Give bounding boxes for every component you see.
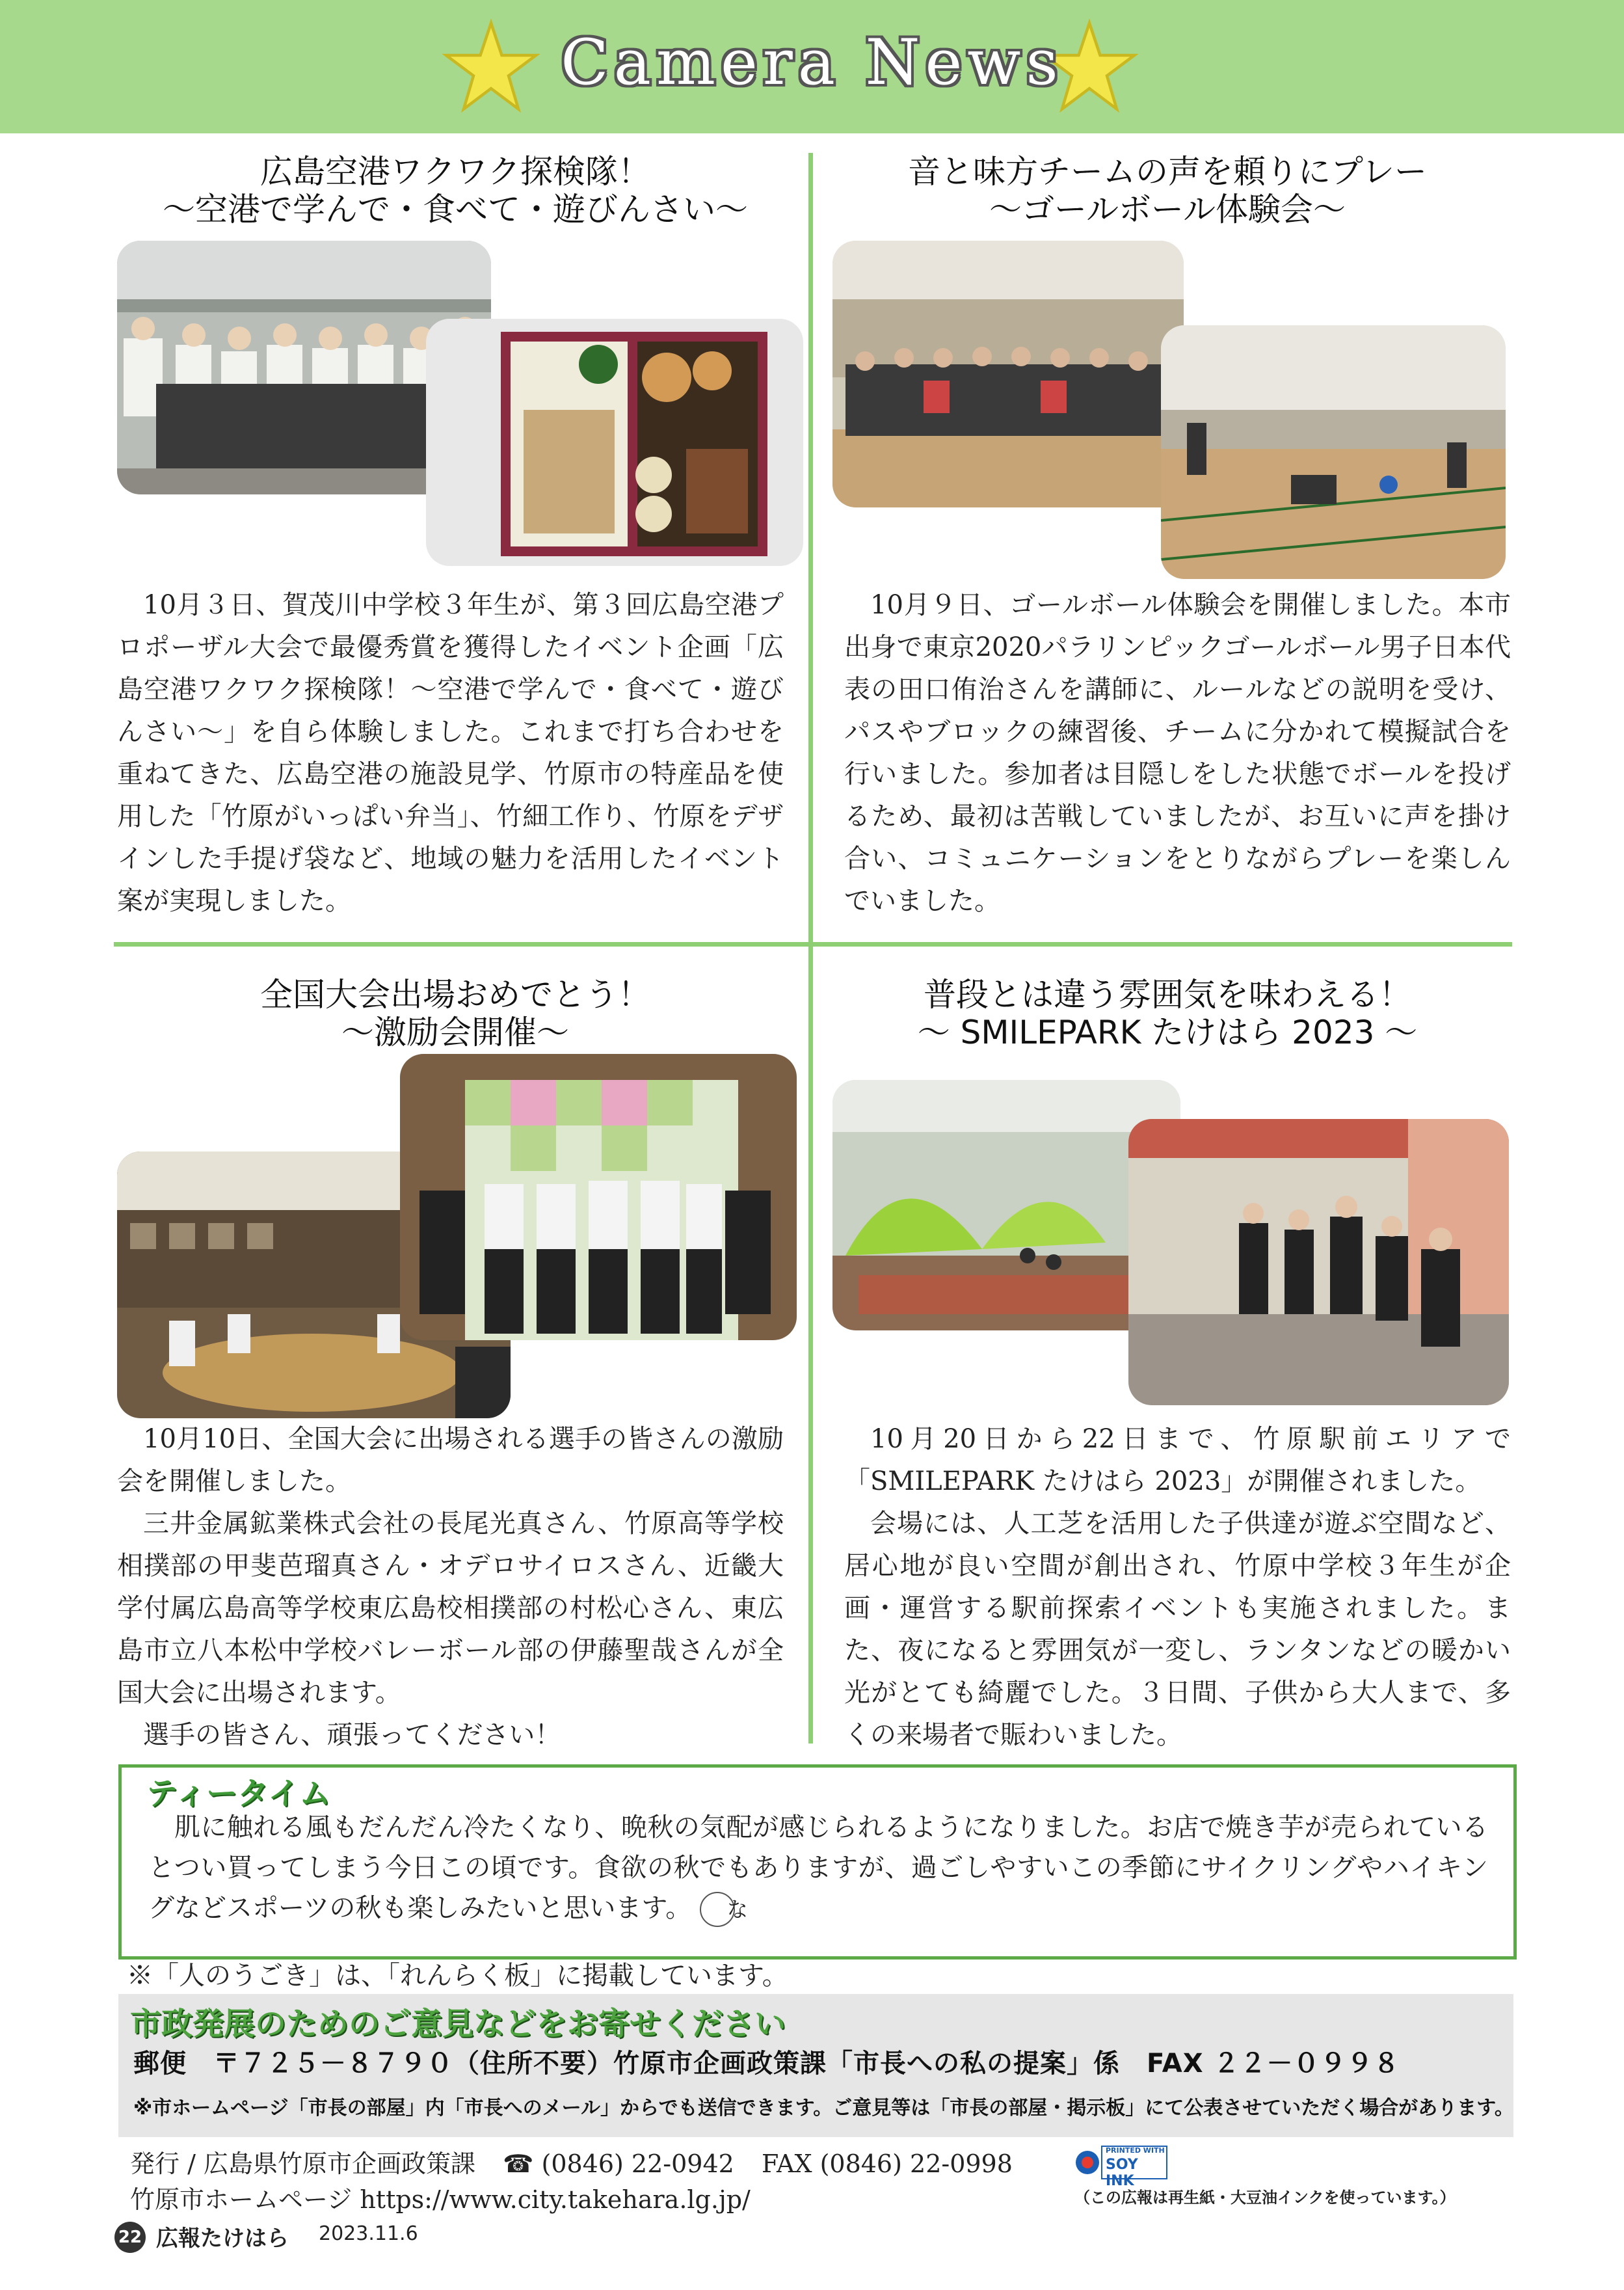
article-3-body: [117, 1418, 784, 1757]
opinion-heading: 市政発展のためのご意見などをお寄せください: [130, 2006, 786, 2042]
photo-goalball-court: [1161, 325, 1506, 579]
article-4-body: [844, 1418, 1511, 1757]
opinion-address: 郵便 〒７２５－８７９０（住所不要）竹原市企画政策課「市長への私の提案」係 FAX ２２－０９９８: [133, 2049, 1400, 2079]
article-3-paragraph: 10月10日、全国大会に出場される選手の皆さんの激励会を開催しました。: [117, 1424, 784, 1496]
publication-date: 2023.11.6: [319, 2222, 418, 2245]
photo-goalball-group: [832, 241, 1184, 507]
article-3-title-line1: 全国大会出場おめでとう！: [260, 976, 650, 1014]
article-1-title-line1: 広島空港ワクワク探検隊！: [260, 153, 650, 191]
photo-bento: [426, 319, 803, 566]
page-title: Camera News: [561, 26, 1063, 99]
article-3-paragraph: 三井金属鉱業株式会社の長尾光真さん、竹原高等学校相撲部の甲斐芭瑠真さん・オデロサイロスさん、近畿大学付属広島高等学校東広島校相撲部の村松心さん、東広島市立八本松中学校バレーボール部の伊藤聖哉さんが全国大会に出場されます。: [117, 1509, 784, 1708]
footer-publisher: [130, 2144, 1013, 2179]
tea-time-body: [148, 1807, 1488, 1928]
article-2-body: [844, 584, 1511, 923]
article-2-title: [826, 153, 1509, 228]
column-divider: [808, 950, 813, 1744]
photo-smilepark-station: [1128, 1119, 1509, 1405]
publication-name: 広報たけはら: [156, 2226, 289, 2252]
recycled-paper-note: （この広報は再生紙・大豆油インクを使っています。）: [1074, 2189, 1456, 2207]
opinion-note: ※市ホームページ「市長の部屋」内「市長へのメール」からでも送信できます。ご意見等は「市長の部屋・掲示板」にて公表させていただく場合があります。: [133, 2097, 1514, 2120]
article-1-title-line2: ～空港で学んで・食べて・遊びんさい～: [163, 191, 748, 228]
article-4-paragraph: 10月20日から22日まで、竹原駅前エリアで「SMILEPARK たけはら 2023」が開催されました。: [844, 1424, 1511, 1496]
soy-ink-logo: [1074, 2142, 1169, 2189]
phone-icon: ☎: [503, 2149, 534, 2178]
soy-ink-small-text: PRINTED WITH: [1106, 2146, 1165, 2155]
tea-time-heading: ティータイム: [146, 1775, 331, 1812]
homepage-link[interactable]: 竹原市ホームページ https://www.city.takehara.lg.jp/: [130, 2185, 751, 2214]
soy-ink-text: SOY INK: [1106, 2157, 1138, 2189]
article-2-paragraph: 10月９日、ゴールボール体験会を開催しました。本市出身で東京2020パラリンピックゴールボール男子日本代表の田口侑治さんを講師に、ルールなどの説明を受け、パスやブロックの練習後、チームに分かれて模擬試合を行いました。参加者は目隠しをした状態でボールを投げるため、最初は苦戦していましたが、お互いに声を掛け合い、コミュニケーションをとりながらプレーを楽しんでいました。: [844, 590, 1511, 916]
row-divider: [114, 942, 1512, 947]
telephone-number: (0846) 22-0942: [541, 2149, 734, 2178]
article-4-title: [826, 976, 1509, 1051]
page-number: 22: [114, 2222, 146, 2253]
notice-text: ※「人のうごき」は、「れんらく板」に掲載しています。: [127, 1961, 788, 1991]
article-4-title-line2: ～ SMILEPARK たけはら 2023 ～: [917, 1014, 1418, 1051]
photo-athletes-group: [400, 1054, 797, 1340]
article-2-title-line1: 音と味方チームの声を頼りにプレー: [908, 153, 1427, 191]
tea-time-text: 肌に触れる風もだんだん冷たくなり、晩秋の気配が感じられるようになりました。お店で焼き芋が売られているとつい買ってしまう今日この頃です。食欲の秋でもありますが、過ごしやすいこの季節にサイクリングやハイキングなどスポーツの秋も楽しみたいと思います。: [148, 1812, 1488, 1923]
article-1-paragraph: 10月３日、賀茂川中学校３年生が、第３回広島空港プロポーザル大会で最優秀賞を獲得したイベント企画「広島空港ワクワク探検隊！～空港で学んで・食べて・遊びんさい～」を自ら体験しました。これまで打ち合わせを重ねてきた、広島空港の施設見学、竹原市の特産品を使用した「竹原がいっぱい弁当」、竹細工作り、竹原をデザインした手提げ袋など、地域の魅力を活用したイベント案が実現しました。: [117, 590, 784, 916]
signature-badge: な: [700, 1892, 735, 1927]
article-3-paragraph: 選手の皆さん、頑張ってください！: [143, 1720, 561, 1750]
publisher-text: 発行 / 広島県竹原市企画政策課: [130, 2149, 475, 2178]
article-1-body: [117, 584, 784, 923]
article-2-title-line2: ～ゴールボール体験会～: [989, 191, 1346, 228]
fax-number: FAX (0846) 22-0998: [761, 2149, 1013, 2178]
article-3-title-line2: ～激励会開催～: [341, 1014, 569, 1051]
article-3-title: [117, 976, 793, 1051]
article-4-paragraph: 会場には、人工芝を活用した子供達が遊ぶ空間など、居心地が良い空間が創出され、竹原中学校３年生が企画・運営する駅前探索イベントも実施されました。また、夜になると雰囲気が一変し、ランタンなどの暖かい光がとても綺麗でした。３日間、子供から大人まで、多くの来場者で賑わいました。: [844, 1509, 1511, 1750]
article-1-title: [117, 153, 793, 228]
article-4-title-line1: 普段とは違う雰囲気を味わえる！: [924, 976, 1411, 1014]
